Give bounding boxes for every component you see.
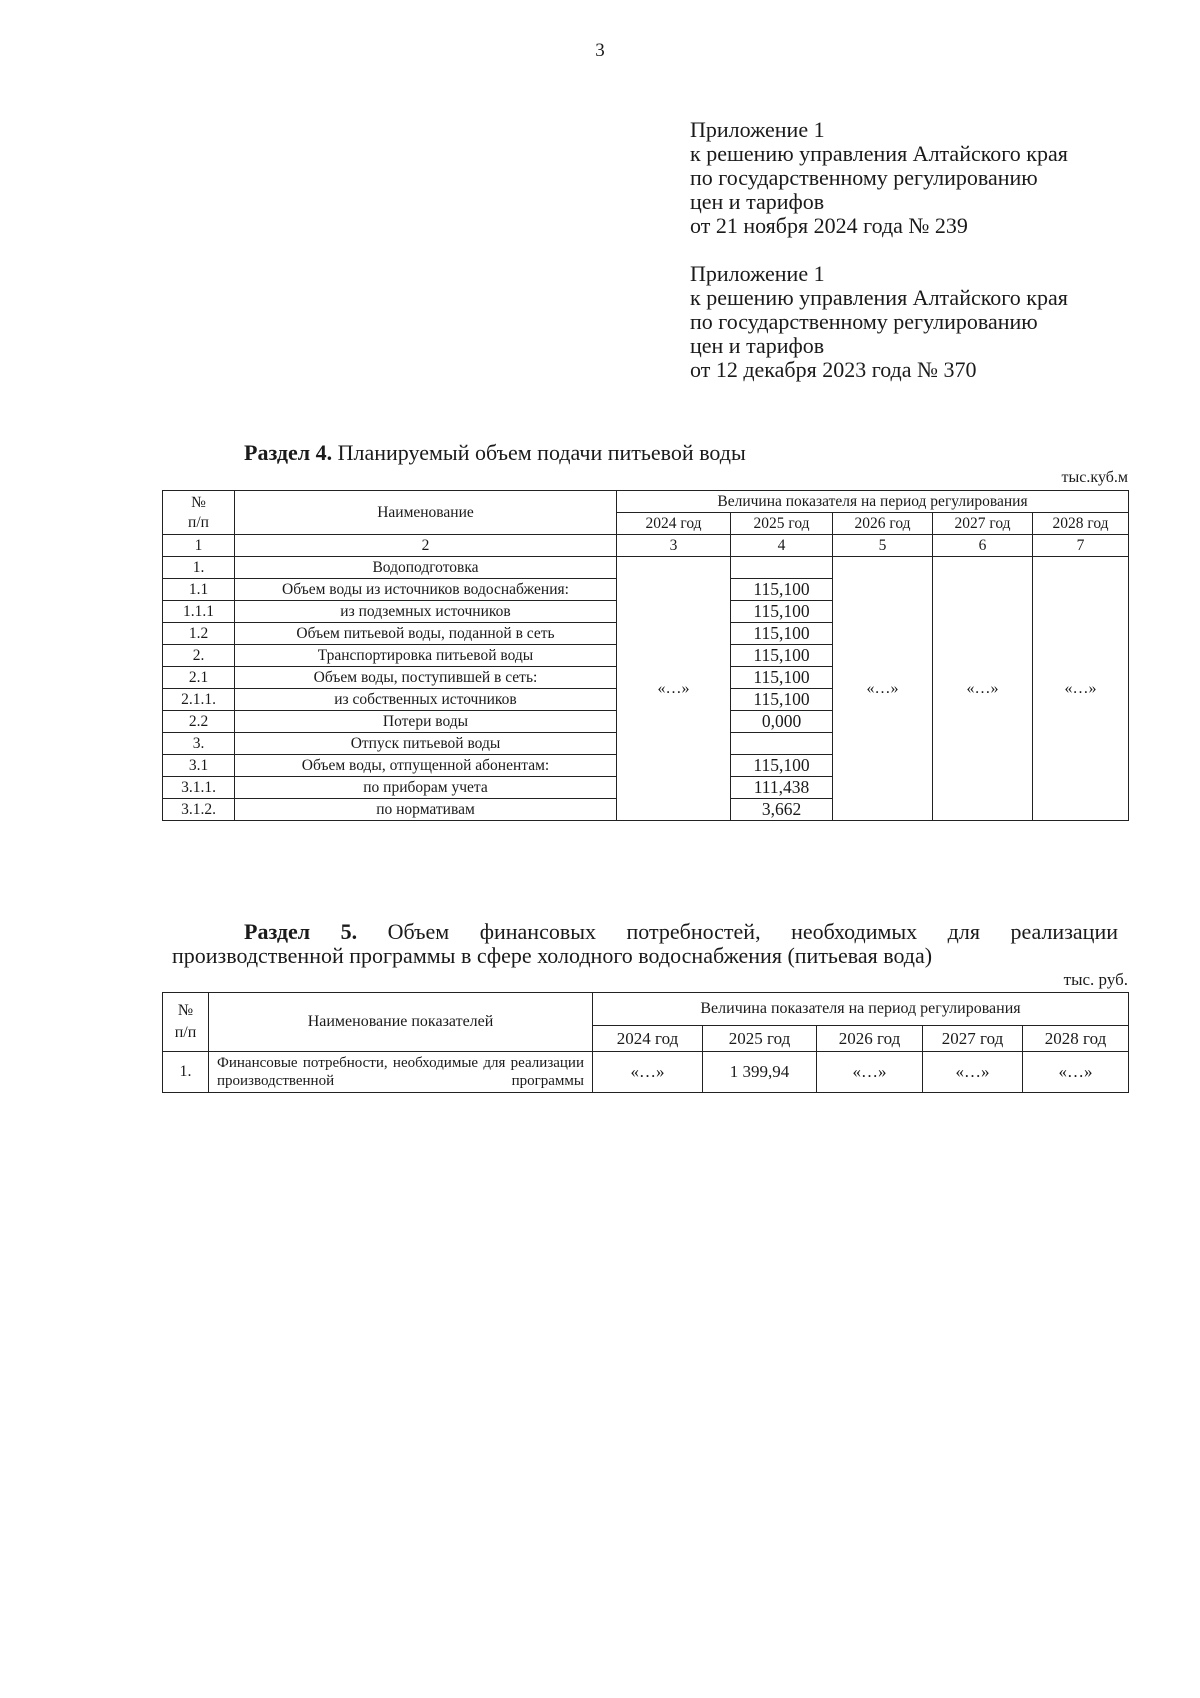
value-2025 [731,557,833,579]
value-2025: 115,100 [731,667,833,689]
row-number: 1.1 [163,579,235,601]
value-2026: «…» [833,557,933,821]
row-name: Объем воды из источников водоснабжения: [235,579,617,601]
row-name: Отпуск питьевой воды [235,733,617,755]
col-header-name: Наименование [235,491,617,535]
row-name: Объем питьевой воды, поданной в сеть [235,623,617,645]
value-2025: 115,100 [731,601,833,623]
appendix-line: цен и тарифов [690,333,825,358]
section4-title-bold: Раздел 4. [244,440,333,465]
appendix-line: по государственному регулированию [690,165,1038,190]
value-2025: 111,438 [731,777,833,799]
col-header-year: 2025 год [731,513,833,535]
col-header-year: 2026 год [817,1026,923,1052]
row-number: 2.1 [163,667,235,689]
col-header-year: 2027 год [933,513,1033,535]
value-2025: 0,000 [731,711,833,733]
row-name: Водоподготовка [235,557,617,579]
col-number: 7 [1033,535,1129,557]
appendix-line: по государственному регулированию [690,309,1038,334]
col-header-no: № п/п [163,491,235,535]
col-header-year: 2027 год [923,1026,1023,1052]
row-name: Потери воды [235,711,617,733]
col-header-year: 2028 год [1033,513,1129,535]
section5-title-bold: Раздел 5. [244,919,358,944]
col-number: 6 [933,535,1033,557]
row-name: Объем воды, поступившей в сеть: [235,667,617,689]
section5-title-text: Объем финансовых потребностей, необходимых для реализации [357,919,1118,944]
value-2025: 1 399,94 [703,1052,817,1093]
col-number: 2 [235,535,617,557]
row-number: 3.1.2. [163,799,235,821]
row-number: 3.1 [163,755,235,777]
value-2025: 115,100 [731,623,833,645]
col-header-name: Наименование показателей [209,993,593,1052]
section5-table [162,992,1129,1093]
table-row [163,1052,1129,1093]
col-header-year: 2025 год [703,1026,817,1052]
col-header-no: № п/п [163,993,209,1052]
row-name: из собственных источников [235,689,617,711]
row-name: Финансовые потребности, необходимые для реализации производственной программы [209,1052,593,1093]
appendix-current [690,118,1068,238]
page-number: 3 [595,40,605,61]
col-header-year: 2026 год [833,513,933,535]
value-2025: 115,100 [731,579,833,601]
section4-title [244,440,746,466]
row-number: 2. [163,645,235,667]
value-2025: 115,100 [731,645,833,667]
appendix-line: от 12 декабря 2023 года № 370 [690,357,977,382]
appendix-line: Приложение 1 [690,261,825,286]
appendix-line: цен и тарифов [690,189,825,214]
table-row [163,557,1129,579]
row-name: по нормативам [235,799,617,821]
appendix-previous [690,262,1068,382]
section5-unit: тыс. руб. [1063,970,1128,989]
section4-unit: тыс.куб.м [1061,469,1128,486]
row-name: из подземных источников [235,601,617,623]
value-2025 [731,733,833,755]
value-2024: «…» [617,557,731,821]
row-number: 2.1.1. [163,689,235,711]
col-number: 3 [617,535,731,557]
col-number: 5 [833,535,933,557]
row-name: Транспортировка питьевой воды [235,645,617,667]
section5-title [172,920,1118,968]
section5-title-line2: производственной программы в сфере холодного водоснабжения (питьевая вода) [172,943,933,968]
row-number: 3.1.1. [163,777,235,799]
row-number: 1. [163,1052,209,1093]
col-header-year: 2024 год [593,1026,703,1052]
col-header-year: 2028 год [1023,1026,1129,1052]
value-2027: «…» [933,557,1033,821]
col-number: 4 [731,535,833,557]
row-number: 1. [163,557,235,579]
value-2028: «…» [1033,557,1129,821]
section4-table [162,490,1129,821]
value-2025: 115,100 [731,689,833,711]
col-number: 1 [163,535,235,557]
value-2027: «…» [923,1052,1023,1093]
column-number-row [163,535,1129,557]
section4-title-text: Планируемый объем подачи питьевой воды [332,440,746,465]
row-number: 1.1.1 [163,601,235,623]
appendix-line: от 21 ноября 2024 года № 239 [690,213,968,238]
col-header-period: Величина показателя на период регулирования [593,993,1129,1026]
appendix-line: Приложение 1 [690,117,825,142]
value-2026: «…» [817,1052,923,1093]
value-2028: «…» [1023,1052,1129,1093]
row-name: по приборам учета [235,777,617,799]
row-name: Объем воды, отпущенной абонентам: [235,755,617,777]
row-number: 1.2 [163,623,235,645]
value-2025: 115,100 [731,755,833,777]
row-number: 2.2 [163,711,235,733]
value-2024: «…» [593,1052,703,1093]
col-header-period: Величина показателя на период регулирования [617,491,1129,513]
value-2025: 3,662 [731,799,833,821]
appendix-line: к решению управления Алтайского края [690,285,1068,310]
appendix-line: к решению управления Алтайского края [690,141,1068,166]
col-header-year: 2024 год [617,513,731,535]
row-number: 3. [163,733,235,755]
